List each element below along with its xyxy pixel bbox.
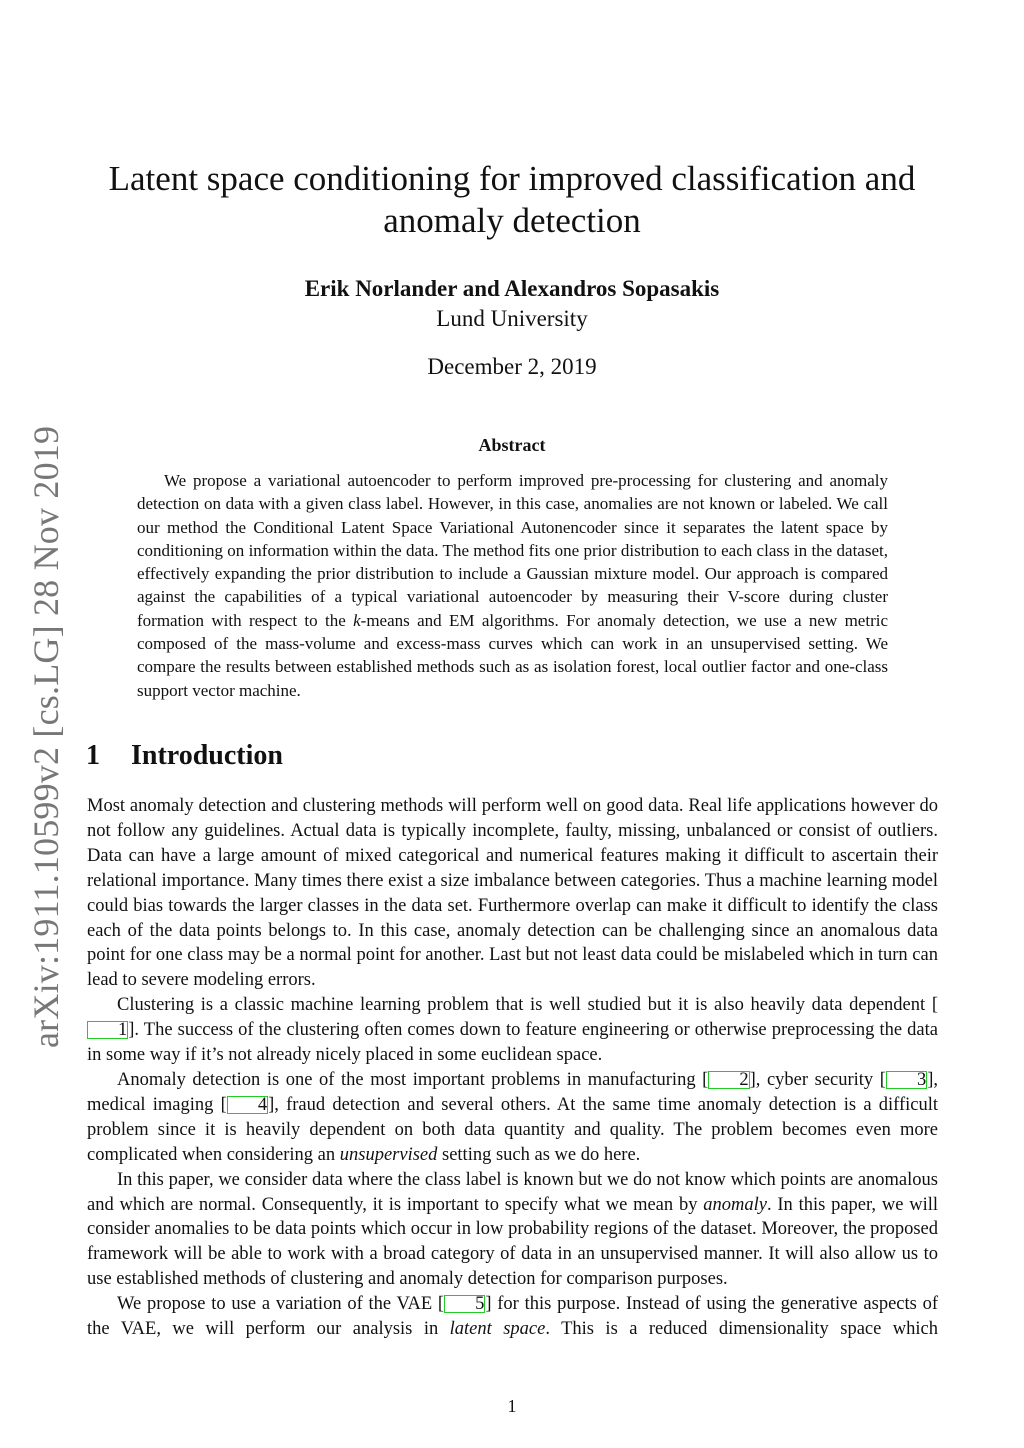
abstract-text: We propose a variational autoencoder to perform improved pre-processing for clustering and anomaly detection on data with a given class label. However, in this case, anomalies are not known or labeled. We call our method the Conditional Latent Space Variational Autonencoder since it separates the latent space by conditioning on information within the data. The method fits one prior distribution to each class in the dataset, effectively expanding the prior distribution to include a Gaussian mixture model. Our approach is compared against the capabilities of a typical variational autoencoder by measuring their V-score during cluster formation with respect to the k-means and EM algorithms. For anomaly detection, we use a new metric composed of the mass-volume and excess-mass curves which can work in an unsupervised setting. We compare the results between established methods such as as isolation forest, local outlier factor and one-class support vector machine.	[137, 471, 888, 700]
paper-title: Latent space conditioning for improved classification and anomaly detection	[108, 159, 916, 240]
paragraph-2: Clustering is a classic machine learning problem that is well studied but it is also heavily data dependent [1]. The success of the clustering often comes down to feature engineering or otherwise preprocessing the data in some way if it’s not already nicely placed in some euclidean space.	[87, 995, 938, 1066]
section-number: 1	[86, 740, 100, 771]
section-title: Introduction	[131, 740, 283, 771]
citation-link-1[interactable]: 1	[87, 1021, 128, 1039]
author-names: Erik Norlander and Alexandros Sopasakis	[304, 276, 720, 301]
abstract-heading: Abstract	[478, 435, 546, 455]
citation-link-5[interactable]: 5	[444, 1295, 485, 1313]
k-means-italic: k	[353, 610, 361, 630]
publication-date: December 2, 2019	[427, 354, 597, 379]
author-affiliation: Lund University	[436, 306, 588, 331]
introduction-body	[87, 794, 938, 1342]
page-number: 1	[507, 1396, 517, 1416]
unsupervised-italic: unsupervised	[339, 1144, 438, 1165]
paragraph-4: In this paper, we consider data where the class label is known but we do not know which points are anomalous and which are normal. Consequently, it is important to specify what we mean by anomaly. In this paper, we will consider anomalies to be data points which occur in low probability regions of the dataset. Moreover, the proposed framework will be able to work with a broad category of data in an unsupervised manner. It will also allow us to use established methods of clustering and anomaly detection for comparison purposes.	[87, 1169, 938, 1290]
paragraph-5: We propose to use a variation of the VAE [ 5] for this purpose. Instead of using the generative aspects of the VAE, we will perform our analysis in latent space. This is a reduced dimensionality space which	[87, 1294, 938, 1340]
citation-link-4[interactable]: 4	[227, 1096, 268, 1114]
citation-link-3[interactable]: 3	[886, 1071, 927, 1089]
anomaly-italic: anomaly	[703, 1194, 767, 1215]
arxiv-identifier: arXiv:1911.10599v2 [cs.LG] 28 Nov 2019	[26, 425, 66, 1048]
paragraph-3: Anomaly detection is one of the most important problems in manufacturing [ 2], cyber security [ 3], medical imaging [ 4], fraud detection and several others. At the same time anomaly detection is a difficult problem since it is heavily dependent on both data quantity and quality. The problem becomes even more complicated when considering an unsupervised setting such as we do here.	[87, 1069, 939, 1165]
section-heading-introduction	[86, 738, 283, 774]
citation-link-2[interactable]: 2	[708, 1071, 749, 1089]
latent-space-italic: latent space	[449, 1319, 546, 1340]
paragraph-1: Most anomaly detection and clustering methods will perform well on good data. Real life applications however do not follow any guidelines. Actual data is typically incomplete, faulty, missing, unbalanced or consist of outliers. Data can have a large amount of mixed categorical and numerical features making it difficult to ascertain their relational importance. Many times there exist a size imbalance between categories. Thus a machine learning model could bias towards the larger classes in the data set. Furthermore overlap can make it difficult to identify the class each of the data points belongs to. In this case, anomaly detection can be challenging since an anomalous data point for one class may be a normal point for another. Last but not least data could be mislabeled which in turn can lead to severe modeling errors.	[87, 796, 938, 991]
